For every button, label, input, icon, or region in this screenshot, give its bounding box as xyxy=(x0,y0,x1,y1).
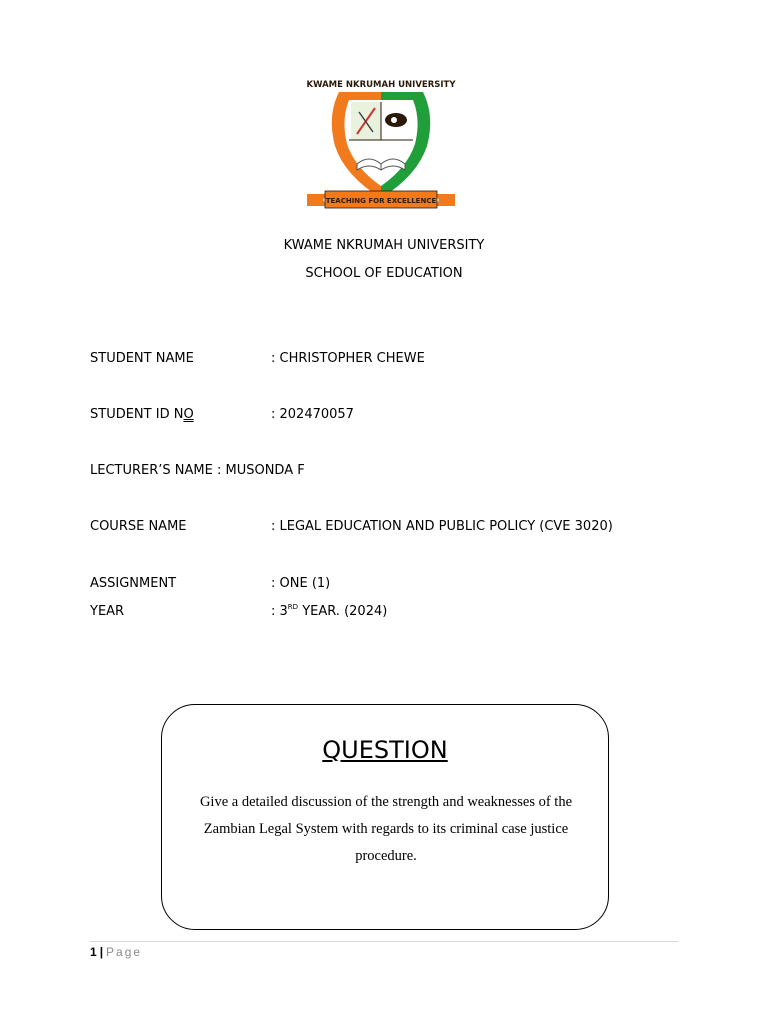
year-label: YEAR xyxy=(90,604,125,619)
student-name-label: STUDENT NAME xyxy=(90,351,194,366)
page-label: Page xyxy=(106,945,143,959)
university-name: KWAME NKRUMAH UNIVERSITY xyxy=(283,238,485,253)
student-id-label xyxy=(90,407,194,423)
lecturer-line xyxy=(90,463,305,479)
school-name: SCHOOL OF EDUCATION xyxy=(305,266,463,281)
student-id-label-suffix: O xyxy=(183,407,194,422)
assignment-value: : ONE (1) xyxy=(271,576,331,591)
lecturer-label: LECTURER’S NAME xyxy=(90,463,213,478)
year-value xyxy=(271,604,387,620)
student-name-value: : CHRISTOPHER CHEWE xyxy=(271,351,425,366)
question-body: Give a detailed discussion of the strength and weaknesses of the Zambian Legal System with regards to its criminal case justice procedure. xyxy=(199,794,573,864)
question-title: QUESTION xyxy=(322,736,448,764)
logo-banner-text: KWAME NKRUMAH UNIVERSITY xyxy=(306,80,456,90)
question-box xyxy=(161,704,609,930)
course-name-value: : LEGAL EDUCATION AND PUBLIC POLICY (CVE 3020) xyxy=(271,519,613,534)
student-id-value: : 202470057 xyxy=(271,407,354,422)
year-value-suffix: YEAR. (2024) xyxy=(298,604,388,619)
assignment-label: ASSIGNMENT xyxy=(90,576,177,591)
page-footer xyxy=(90,944,142,960)
course-name-label: COURSE NAME xyxy=(90,519,187,534)
student-id-label-prefix: STUDENT ID N xyxy=(90,407,184,422)
year-value-prefix: : 3 xyxy=(271,604,288,619)
page-number: 1 xyxy=(90,945,97,959)
footer-divider xyxy=(90,941,678,942)
lecturer-value: : MUSONDA F xyxy=(216,463,305,478)
logo-motto: TEACHING FOR EXCELLENCE xyxy=(325,197,437,205)
footer-separator: | xyxy=(99,945,104,959)
year-value-superscript: RD xyxy=(287,603,299,611)
university-logo xyxy=(305,76,457,218)
